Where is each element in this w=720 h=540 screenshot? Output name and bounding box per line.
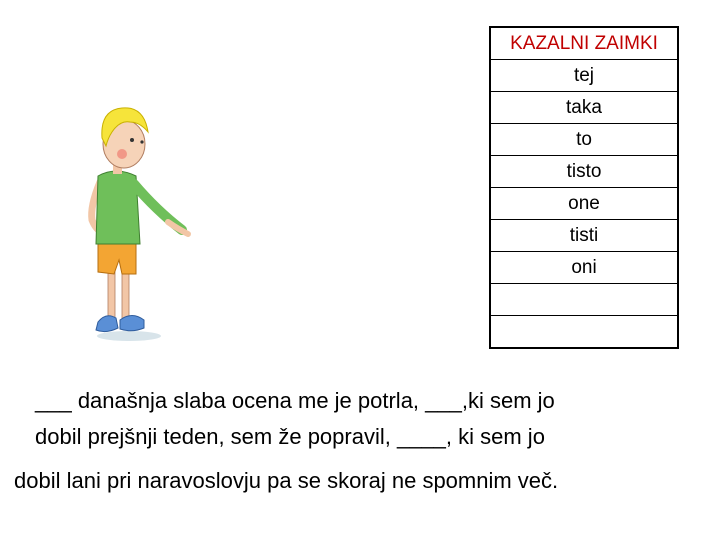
table-header: KAZALNI ZAIMKI bbox=[490, 27, 678, 60]
table-cell: one bbox=[490, 188, 678, 220]
table-cell: taka bbox=[490, 92, 678, 124]
exercise-line-2: dobil prejšnji teden, sem že popravil, ____, ki sem jo bbox=[35, 424, 545, 449]
pronoun-table bbox=[489, 26, 679, 349]
table-cell: tisti bbox=[490, 220, 678, 252]
boy-pointing-icon bbox=[84, 98, 194, 343]
table-cell: oni bbox=[490, 252, 678, 284]
table-cell bbox=[490, 316, 678, 349]
table-cell: tej bbox=[490, 60, 678, 92]
table-cell bbox=[490, 284, 678, 316]
table-cell: tisto bbox=[490, 156, 678, 188]
exercise-line-3: dobil lani pri naravoslovju pa se skoraj ne spomnim več. bbox=[14, 468, 559, 493]
exercise-line-1: ___ današnja slaba ocena me je potrla, ___,ki sem jo bbox=[35, 388, 555, 413]
table-cell: to bbox=[490, 124, 678, 156]
